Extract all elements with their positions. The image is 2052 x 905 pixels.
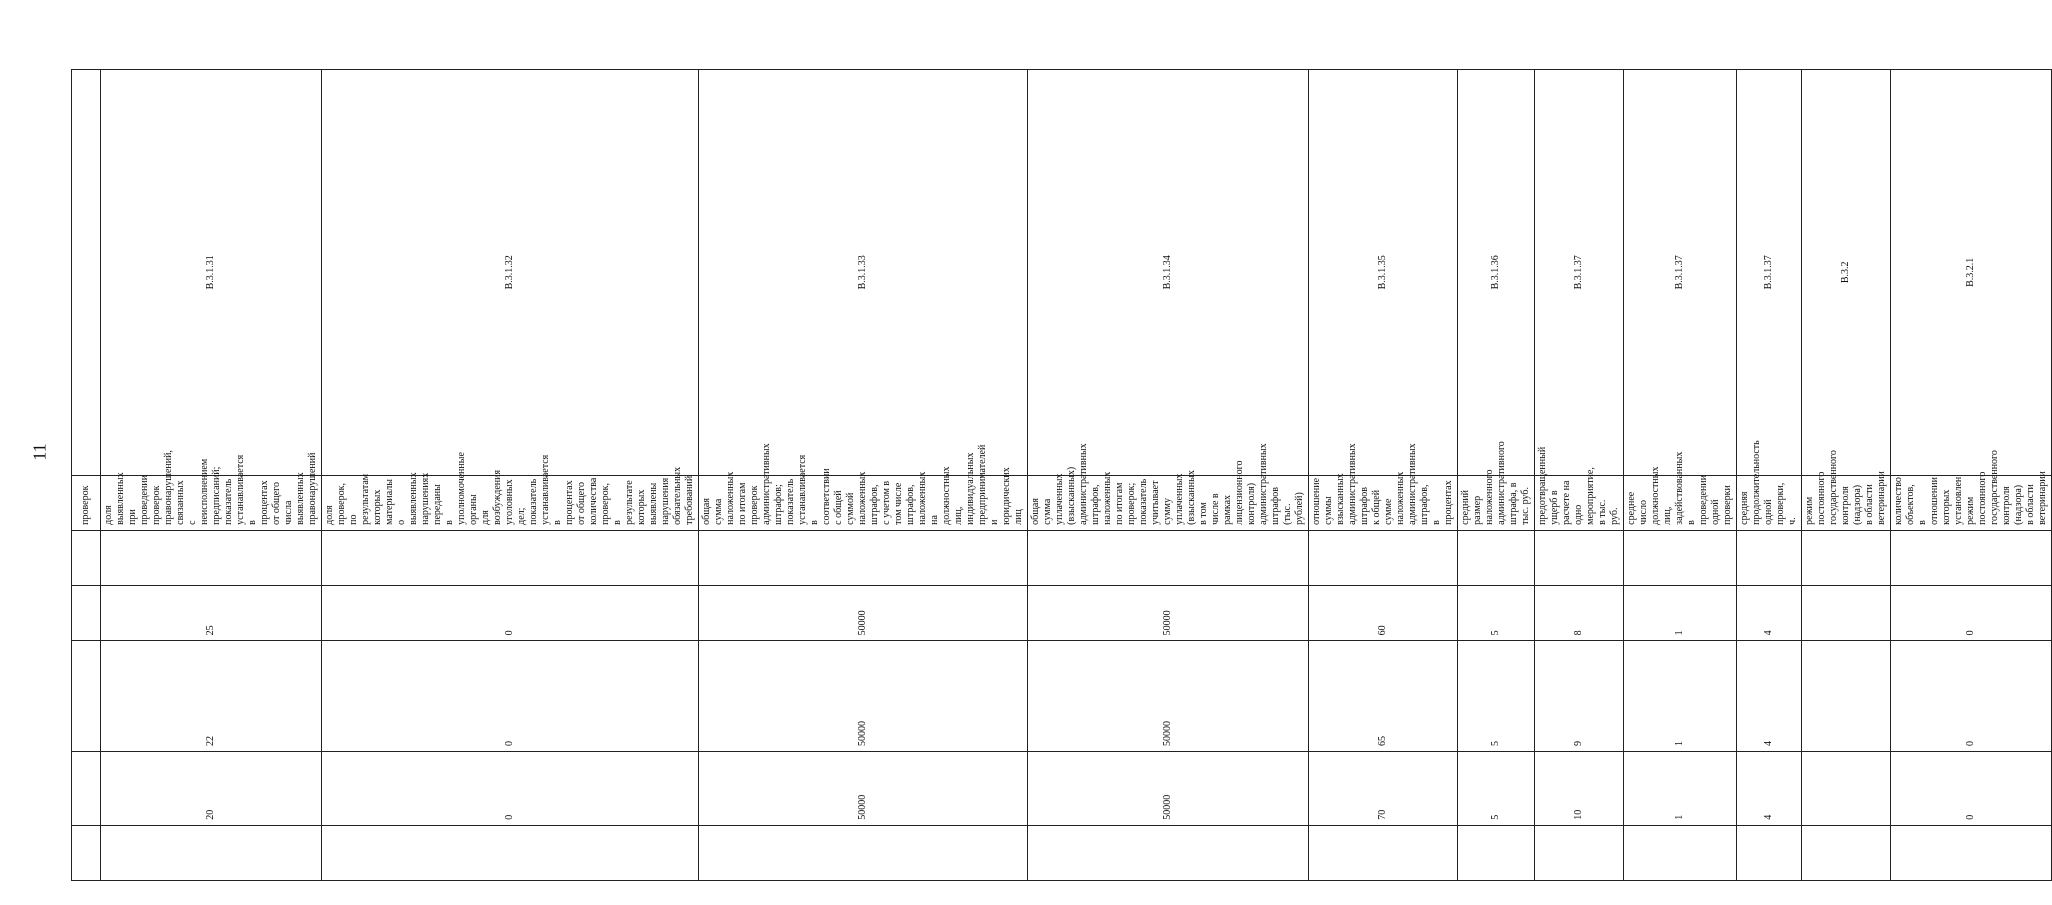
value-cell: 25 (101, 586, 322, 641)
description-cell: количество объектов, в отношении которых установлен режим постоянного государственного контроля (надзора) в области ветеринарии (1891, 475, 2052, 530)
unit-cell (1891, 530, 2052, 585)
value-cell (1802, 586, 1891, 641)
value-cell (1028, 825, 1309, 880)
unit-cell (1028, 530, 1309, 585)
unit-cell (1309, 530, 1458, 585)
value-cell: 22 (101, 641, 322, 752)
value-cell: 8 (1535, 586, 1624, 641)
description-cell: доля проверок, по результатам которых материалы о выявленных нарушениях переданы в уполномоченные органы для возбуждения уголовных дел; показатель устанавливается в процентах от общего количества проверок, в результате которых выявлены нарушения обязательных требований (322, 475, 699, 530)
table-row (72, 70, 101, 881)
description-cell: общая сумма уплаченных (взысканных) административных штрафов, наложенных по итогам проверок; показатель учитывает сумму уплаченных (взысканных в том числе в рамках лицензионного контроля) административных штрафов (тыс. рублей) (1028, 475, 1309, 530)
value-cell: 0 (322, 586, 699, 641)
description-cell: средний размер наложенного административного штрафа, в тыс. руб. (1458, 475, 1535, 530)
table-row (101, 70, 322, 881)
value-cell: 0 (1891, 586, 2052, 641)
code-cell: В.3.1.37 (1535, 70, 1624, 476)
value-cell (1891, 825, 2052, 880)
rotated-table-wrapper (71, 69, 2048, 881)
table-row (1624, 70, 1737, 881)
value-cell: 65 (1309, 641, 1458, 752)
value-cell: 4 (1737, 586, 1802, 641)
value-cell (1535, 825, 1624, 880)
value-cell: 50000 (699, 586, 1028, 641)
code-cell: В.3.2 (1802, 70, 1891, 476)
code-cell: В.3.1.34 (1028, 70, 1309, 476)
value-cell: 50000 (1028, 752, 1309, 826)
value-cell (1802, 752, 1891, 826)
value-cell: 0 (1891, 752, 2052, 826)
value-cell: 70 (1309, 752, 1458, 826)
code-cell: В.3.1.32 (322, 70, 699, 476)
value-cell (1737, 825, 1802, 880)
unit-cell (1737, 530, 1802, 585)
table-row (1737, 70, 1802, 881)
table-row (1802, 70, 1891, 881)
value-cell (1802, 825, 1891, 880)
code-cell (72, 70, 101, 476)
value-cell (322, 825, 699, 880)
value-cell: 4 (1737, 641, 1802, 752)
value-cell: 0 (322, 752, 699, 826)
code-cell: В.3.1.37 (1624, 70, 1737, 476)
table-row (322, 70, 699, 881)
unit-cell (1624, 530, 1737, 585)
value-cell: 60 (1309, 586, 1458, 641)
unit-cell (699, 530, 1028, 585)
value-cell (1802, 641, 1891, 752)
value-cell: 0 (322, 641, 699, 752)
unit-cell (322, 530, 699, 585)
code-cell: В.3.1.33 (699, 70, 1028, 476)
value-cell (1624, 825, 1737, 880)
value-cell (72, 825, 101, 880)
unit-cell (1802, 530, 1891, 585)
code-cell: В.3.1.37 (1737, 70, 1802, 476)
description-cell: общая сумма наложенных по итогам проверок административных штрафов; показатель устанавливается в соответствии с общей суммой наложенных штрафов, с учетом в том числе штрафов, наложенных на должностных лиц, индивидуальных предпринимателей и юридических лиц (699, 475, 1028, 530)
value-cell: 4 (1737, 752, 1802, 826)
value-cell: 5 (1458, 641, 1535, 752)
value-cell: 5 (1458, 586, 1535, 641)
value-cell (699, 825, 1028, 880)
value-cell: 10 (1535, 752, 1624, 826)
table-row (699, 70, 1028, 881)
value-cell: 9 (1535, 641, 1624, 752)
description-cell: средняя продолжительность одной проверки, ч. (1737, 475, 1802, 530)
table-row (1458, 70, 1535, 881)
value-cell (1458, 825, 1535, 880)
description-cell: доля выявленных при проведении проверок правонарушений, связанных с неисполнением предписаний; показатель устанавливается в процентах от общего числа выявленных правонарушений (101, 475, 322, 530)
value-cell (101, 825, 322, 880)
table-row (1309, 70, 1458, 881)
description-cell: среднее число должностных лиц, задействованных в проведении одной проверки (1624, 475, 1737, 530)
indicators-table (71, 69, 2052, 881)
description-cell: проверок (72, 475, 101, 530)
value-cell: 1 (1624, 752, 1737, 826)
table-row (1028, 70, 1309, 881)
value-cell: 5 (1458, 752, 1535, 826)
value-cell (72, 586, 101, 641)
description-cell: режим постоянного государственного контроля (надзора) в области ветеринарии (1802, 475, 1891, 530)
value-cell: 1 (1624, 586, 1737, 641)
unit-cell (72, 530, 101, 585)
description-cell: предотвращенный ущерб в расчете на одно мероприятие, в тыс. руб. (1535, 475, 1624, 530)
value-cell (1309, 825, 1458, 880)
code-cell: В.3.2.1 (1891, 70, 2052, 476)
value-cell: 1 (1624, 641, 1737, 752)
code-cell: В.3.1.31 (101, 70, 322, 476)
value-cell: 0 (1891, 641, 2052, 752)
page-number: 11 (29, 443, 50, 461)
table-row (1891, 70, 2052, 881)
value-cell: 50000 (1028, 586, 1309, 641)
unit-cell (101, 530, 322, 585)
value-cell: 50000 (699, 641, 1028, 752)
table-row (1535, 70, 1624, 881)
value-cell: 50000 (1028, 641, 1309, 752)
value-cell: 20 (101, 752, 322, 826)
description-cell: отношение суммы взысканных административных штрафов к общей сумме наложенных административных штрафов, в процентах (1309, 475, 1458, 530)
value-cell (72, 641, 101, 752)
code-cell: В.3.1.35 (1309, 70, 1458, 476)
value-cell (72, 752, 101, 826)
unit-cell (1535, 530, 1624, 585)
value-cell: 50000 (699, 752, 1028, 826)
unit-cell (1458, 530, 1535, 585)
code-cell: В.3.1.36 (1458, 70, 1535, 476)
